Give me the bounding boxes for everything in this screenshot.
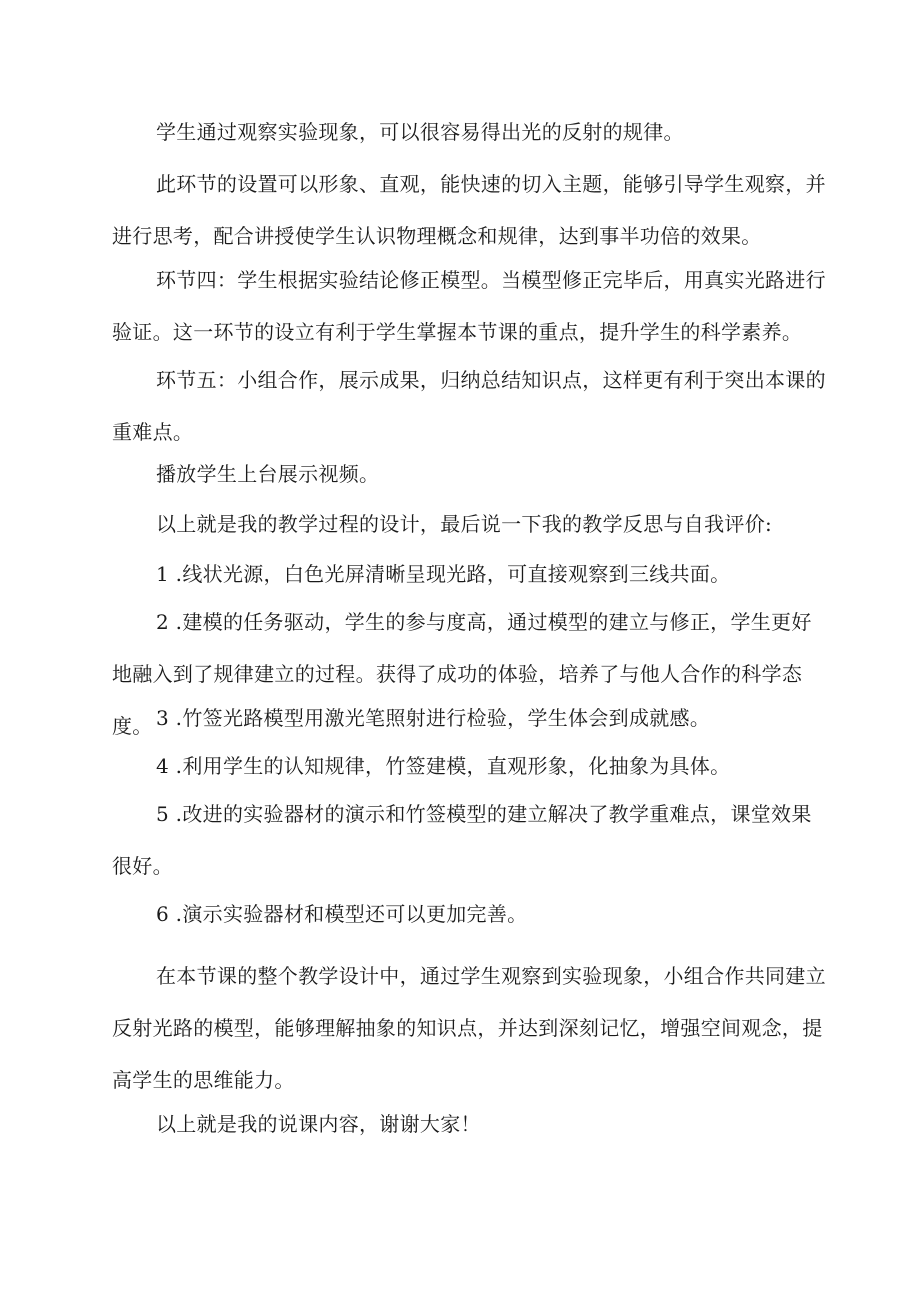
paragraph-reflection-intro: 以上就是我的教学过程的设计，最后说一下我的教学反思与自我评价: — [156, 512, 773, 536]
list-item-1: 1 .线状光源，白色光屏清晰呈现光路，可直接观察到三线共面。 — [156, 562, 731, 586]
list-item-6: 6 .演示实验器材和模型还可以更加完善。 — [156, 902, 528, 926]
paragraph-section-purpose: 此环节的设置可以形象、直观，能快速的切入主题，能够引导学生观察，并进行思考，配合讲授使学生认识物理概念和规律，达到事半功倍的效果。 — [112, 172, 826, 248]
list-item-3: 3 .竹签光路模型用激光笔照射进行检验，学生体会到成就感。 — [156, 706, 711, 730]
list-item-5: 5 .改进的实验器材的演示和竹签模型的建立解决了教学重难点，课堂效果很好。 — [112, 802, 812, 878]
paragraph-step-four: 环节四：学生根据实验结论修正模型。当模型修正完毕后，用真实光路进行验证。这一环节的设立有利于学生掌握本节课的重点，提升学生的科学素养。 — [112, 268, 826, 344]
paragraph-step-five: 环节五：小组合作，展示成果，归纳总结知识点，这样更有利于突出本课的重难点。 — [112, 368, 826, 444]
paragraph-observation-conclusion: 学生通过观察实验现象，可以很容易得出光的反射的规律。 — [156, 120, 684, 144]
paragraph-play-video: 播放学生上台展示视频。 — [156, 462, 380, 486]
list-item-4: 4 .利用学生的认知规律，竹签建模，直观形象，化抽象为具体。 — [156, 754, 731, 778]
list-item-2: 2 .建模的任务驱动，学生的参与度高，通过模型的建立与修正，学生更好地融入到了规律建立的过程。获得了成功的体验，培养了与他人合作的科学态度。 — [112, 610, 812, 738]
paragraph-closing: 以上就是我的说课内容，谢谢大家！ — [156, 1112, 481, 1136]
paragraph-summary: 在本节课的整个教学设计中，通过学生观察到实验现象，小组合作共同建立反射光路的模型，能够理解抽象的知识点，并达到深刻记忆，增强空间观念，提高学生的思维能力。 — [112, 964, 826, 1092]
